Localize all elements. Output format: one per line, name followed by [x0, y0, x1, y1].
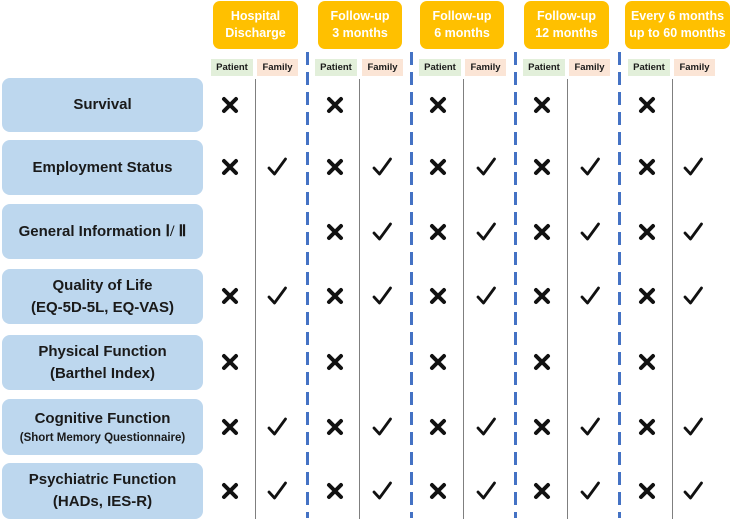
cross-icon [428, 417, 448, 437]
cross-icon [428, 481, 448, 501]
row-label-physical-function [2, 335, 203, 390]
timepoint-line1: Every 6 months [630, 8, 725, 23]
row-label-line1: Survival [73, 96, 132, 114]
timepoint-line1: Follow-up [432, 8, 492, 23]
timepoint-followup-12-months [524, 1, 609, 49]
timepoint-line2: Discharge [225, 26, 286, 40]
cross-icon [637, 481, 657, 501]
column-separator [463, 79, 464, 519]
checkmark-icon [476, 417, 496, 437]
cross-icon [325, 286, 345, 306]
checkmark-icon [372, 417, 392, 437]
cross-icon [637, 352, 657, 372]
patient-tag: Patient [419, 59, 461, 76]
checkmark-icon [372, 481, 392, 501]
checkmark-icon [580, 157, 600, 177]
cross-icon [325, 417, 345, 437]
cross-icon [220, 417, 240, 437]
row-label-line1: Quality of Life [52, 276, 153, 294]
checkmark-icon [683, 286, 703, 306]
cross-icon [428, 352, 448, 372]
checkmark-icon [267, 481, 287, 501]
timepoint-line1: Hospital [230, 8, 281, 23]
timepoint-line2: 3 months [332, 26, 388, 40]
row-label-general-information [2, 204, 203, 259]
row-label-text: General Information [18, 222, 166, 240]
cross-icon [325, 481, 345, 501]
cross-icon [428, 95, 448, 115]
cross-icon [532, 157, 552, 177]
timepoint-followup-3-months [318, 1, 402, 49]
checkmark-icon [372, 157, 392, 177]
checkmark-icon [580, 481, 600, 501]
cross-icon [325, 222, 345, 242]
roman-numerals: Ⅰ/ Ⅱ [165, 222, 187, 240]
timepoint-line2: 12 months [535, 26, 598, 40]
column-separator [567, 79, 568, 519]
row-label-line1 [19, 220, 187, 243]
patient-tag: Patient [211, 59, 253, 76]
checkmark-icon [683, 481, 703, 501]
checkmark-icon [580, 222, 600, 242]
checkmark-icon [683, 157, 703, 177]
cross-icon [637, 222, 657, 242]
cross-icon [220, 286, 240, 306]
cross-icon [325, 352, 345, 372]
cross-icon [325, 157, 345, 177]
cross-icon [532, 481, 552, 501]
patient-tag: Patient [628, 59, 670, 76]
checkmark-icon [476, 222, 496, 242]
family-tag: Family [362, 59, 403, 76]
checkmark-icon [580, 417, 600, 437]
timepoint-divider [410, 52, 413, 518]
timepoint-line1: Follow-up [536, 8, 596, 23]
cross-icon [428, 157, 448, 177]
timepoint-divider [618, 52, 621, 518]
patient-tag: Patient [523, 59, 565, 76]
column-separator [672, 79, 673, 519]
timepoint-line2: up to 60 months [629, 26, 726, 40]
cross-icon [325, 95, 345, 115]
cross-icon [220, 95, 240, 115]
family-tag: Family [465, 59, 506, 76]
cross-icon [428, 286, 448, 306]
row-label-line1: Employment Status [32, 158, 173, 176]
row-label-line1: Cognitive Function [34, 409, 171, 427]
row-label-line2: (EQ-5D-5L, EQ-VAS) [30, 298, 175, 316]
family-tag: Family [674, 59, 715, 76]
row-label-survival [2, 78, 203, 132]
timepoint-hospital-discharge [213, 1, 298, 49]
patient-tag: Patient [315, 59, 357, 76]
row-label-quality-of-life [2, 269, 203, 324]
row-label-employment-status [2, 140, 203, 195]
cross-icon [220, 157, 240, 177]
column-separator [255, 79, 256, 519]
row-label-psychiatric-function [2, 463, 203, 519]
checkmark-icon [267, 417, 287, 437]
cross-icon [637, 286, 657, 306]
cross-icon [428, 222, 448, 242]
row-label-line1: Physical Function [38, 342, 167, 360]
cross-icon [532, 286, 552, 306]
checkmark-icon [267, 157, 287, 177]
cross-icon [532, 417, 552, 437]
row-label-line2: (HADs, IES-R) [52, 493, 153, 510]
family-tag: Family [257, 59, 298, 76]
cross-icon [637, 157, 657, 177]
column-separator [359, 79, 360, 519]
timepoint-every-6-months [625, 1, 730, 49]
timepoint-divider [514, 52, 517, 518]
checkmark-icon [476, 286, 496, 306]
checkmark-icon [372, 286, 392, 306]
row-label-line2: (Short Memory Questionnaire) [19, 431, 186, 444]
cross-icon [637, 95, 657, 115]
checkmark-icon [372, 222, 392, 242]
timepoint-followup-6-months [420, 1, 504, 49]
cross-icon [532, 95, 552, 115]
timepoint-divider [306, 52, 309, 518]
timepoint-line2: 6 months [434, 26, 490, 40]
cross-icon [532, 222, 552, 242]
cross-icon [532, 352, 552, 372]
checkmark-icon [476, 157, 496, 177]
cross-icon [637, 417, 657, 437]
checkmark-icon [267, 286, 287, 306]
row-label-line2: (Barthel Index) [49, 364, 155, 382]
timepoint-line1: Follow-up [330, 8, 390, 23]
checkmark-icon [683, 417, 703, 437]
row-label-cognitive-function [2, 399, 203, 455]
checkmark-icon [580, 286, 600, 306]
row-label-line1: Psychiatric Function [28, 471, 177, 489]
checkmark-icon [476, 481, 496, 501]
cross-icon [220, 481, 240, 501]
family-tag: Family [569, 59, 610, 76]
cross-icon [220, 352, 240, 372]
checkmark-icon [683, 222, 703, 242]
